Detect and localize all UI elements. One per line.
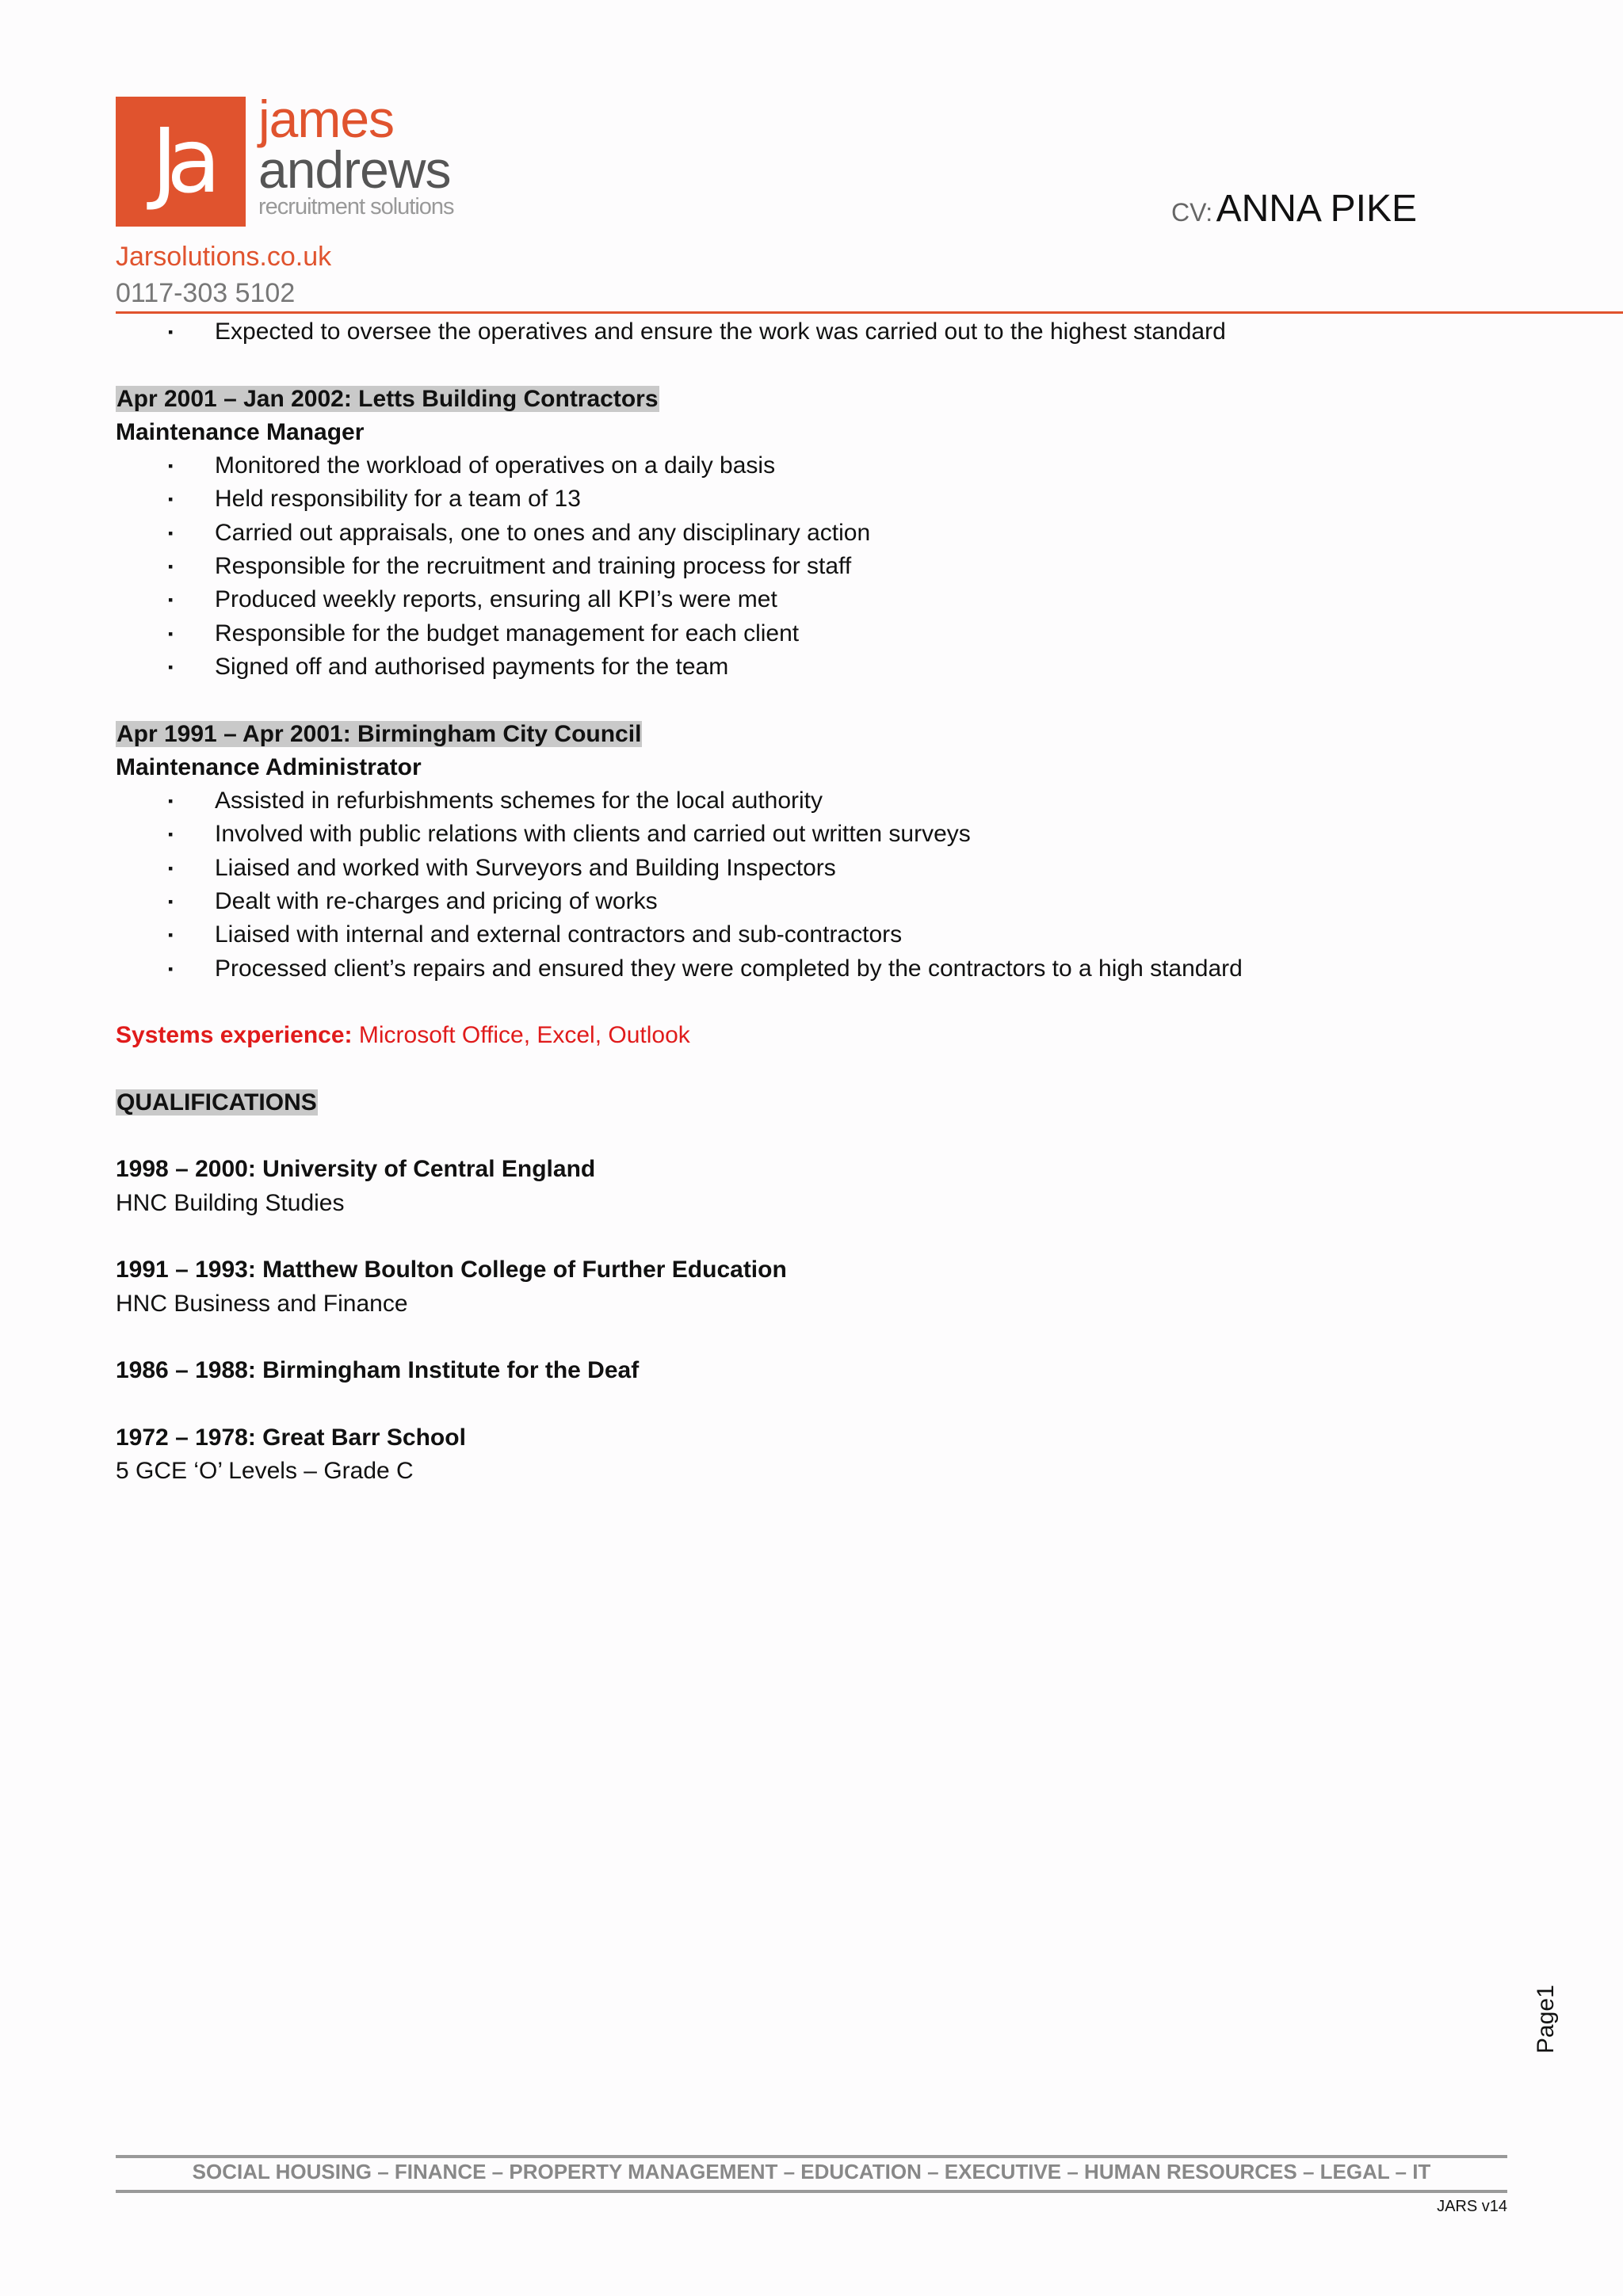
bullet-text: Expected to oversee the operatives and ensure the work was carried out to the highest standard [215,318,1226,345]
bullet-square-icon: ▪ [168,927,174,944]
qualifications-heading: QUALIFICATIONS [116,1089,317,1116]
bullet-item [116,517,1510,550]
qualification-detail: HNC Business and Finance [116,1290,408,1317]
bullet-square-icon: ▪ [168,894,174,910]
qualification-detail: HNC Building Studies [116,1189,345,1216]
bullet-text: Monitored the workload of operatives on a daily basis [215,452,776,479]
cv-body [116,315,1510,1488]
bullet-item [116,315,1510,349]
bullet-item [116,784,1510,818]
bullet-item [116,918,1510,952]
bullet-text: Liaised and worked with Surveyors and Building Inspectors [215,854,836,881]
logo-word-andrews: andrews [258,140,451,199]
bullet-item [116,650,1510,684]
qualification-title: 1991 – 1993: Matthew Boulton College of Further Education [116,1257,787,1283]
company-logo [116,90,488,230]
bullet-square-icon: ▪ [168,793,174,810]
website-link[interactable]: Jarsolutions.co.uk [116,242,332,272]
bullet-text: Signed off and authorised payments for the team [215,653,729,680]
bullet-square-icon: ▪ [168,524,174,541]
header-divider [116,311,1623,314]
bullet-item [116,583,1510,616]
logo-wordmark [258,90,454,219]
bullet-item [116,885,1510,918]
bullet-text: Processed client’s repairs and ensured they were completed by the contractors to a high standard [215,955,1243,982]
phone-number: 0117-303 5102 [116,278,296,308]
bullet-square-icon: ▪ [168,658,174,675]
bullet-square-icon: ▪ [168,826,174,843]
job-role: Maintenance Manager [116,418,365,445]
bullet-text: Dealt with re-charges and pricing of works [215,888,658,915]
logo-mark: Ja [116,97,246,227]
bullet-item [116,852,1510,885]
cv-title [1171,187,1417,231]
bullet-square-icon: ▪ [168,458,174,475]
footer-sectors: SOCIAL HOUSING – FINANCE – PROPERTY MANAGEMENT – EDUCATION – EXECUTIVE – HUMAN RESOURCES – LEGAL – IT [192,2160,1431,2183]
bullet-text: Assisted in refurbishments schemes for the local authority [215,788,823,814]
bullet-text: Carried out appraisals, one to ones and any disciplinary action [215,519,871,546]
bullet-item [116,449,1510,482]
bullet-item [116,482,1510,516]
logo-word-james: james [258,90,395,148]
systems-value: Microsoft Office, Excel, Outlook [358,1022,690,1049]
bullet-square-icon: ▪ [168,491,174,508]
bullet-text: Liaised with internal and external contractors and sub-contractors [215,921,903,948]
footer-rule-top [116,2155,1507,2158]
footer-rule-bottom [116,2190,1507,2193]
bullet-square-icon: ▪ [168,592,174,608]
bullet-text: Involved with public relations with clients and carried out written surveys [215,821,971,848]
job-role: Maintenance Administrator [116,753,422,780]
bullet-text: Produced weekly reports, ensuring all KPI’s were met [215,586,777,613]
bullet-text: Responsible for the recruitment and training process for staff [215,553,852,580]
qualification-title: 1986 – 1988: Birmingham Institute for the Deaf [116,1357,640,1384]
logo-tagline: recruitment solutions [258,194,454,219]
systems-label: Systems experience: [116,1022,353,1049]
bullet-item [116,617,1510,650]
bullet-square-icon: ▪ [168,960,174,977]
bullet-text: Responsible for the budget management for each client [215,620,800,646]
page-number: Page1 [1533,1985,1559,2054]
bullet-item [116,550,1510,583]
cv-prefix: CV: [1170,198,1213,227]
systems-experience [116,1019,1510,1052]
candidate-name: ANNA PIKE [1216,188,1417,230]
bullet-item [116,952,1510,986]
bullet-square-icon: ▪ [168,625,174,642]
bullet-square-icon: ▪ [168,860,174,876]
bullet-square-icon: ▪ [168,324,174,340]
job-heading: Apr 2001 – Jan 2002: Letts Building Contractors [116,385,659,412]
qualification-title: 1972 – 1978: Great Barr School [116,1424,466,1451]
document-version: JARS v14 [1437,2198,1507,2215]
bullet-text: Held responsibility for a team of 13 [215,486,581,513]
qualification-title: 1998 – 2000: University of Central England [116,1156,596,1183]
bullet-item [116,818,1510,851]
bullet-square-icon: ▪ [168,559,174,575]
job-heading: Apr 1991 – Apr 2001: Birmingham City Council [116,720,642,747]
qualification-detail: 5 GCE ‘O’ Levels – Grade C [116,1458,414,1485]
